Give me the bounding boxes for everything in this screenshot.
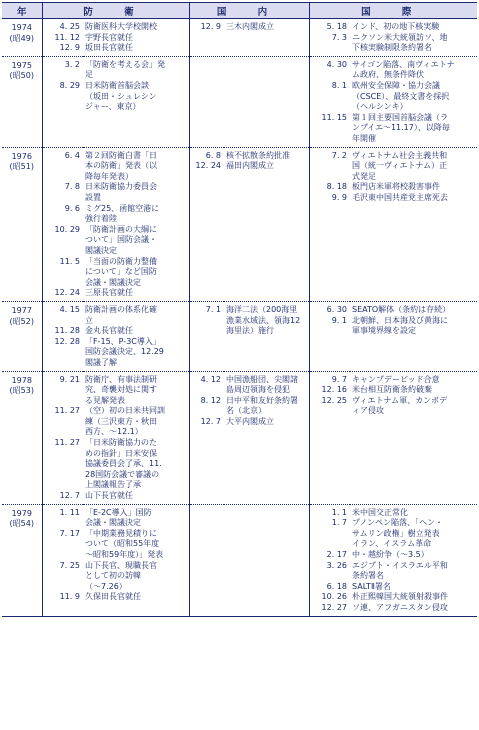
- intl-events-cell: [350, 147, 477, 301]
- event-text: 北朝鮮、日本海及び黄海に 軍事境界線を設定: [352, 315, 448, 336]
- event-date: 12. 7: [200, 416, 221, 426]
- domestic-events-cell: [224, 504, 309, 616]
- event-text: 防衛庁、有事法制研 究、奇襲対処に関す る見解発表: [85, 374, 157, 405]
- table-row: [2, 301, 477, 371]
- event-text: 金丸長官就任: [85, 326, 133, 336]
- event-text: 「防衛を考える会」発 足: [85, 59, 165, 80]
- event-text: 宇野長官就任: [85, 32, 133, 42]
- event-date: 7. 3: [331, 32, 347, 42]
- year-cell: [2, 371, 42, 504]
- event-date: 8. 1: [331, 80, 347, 90]
- domestic-events-cell: [224, 301, 309, 371]
- header-year: 年: [2, 3, 42, 19]
- event-date: 6. 18: [326, 581, 347, 591]
- event-date: 12. 28: [54, 336, 80, 346]
- event-date: 5. 18: [326, 22, 347, 31]
- domestic-dates-cell: [189, 504, 224, 616]
- year-cell: [2, 147, 42, 301]
- event-date: 3. 26: [326, 560, 347, 570]
- event-date: 6. 30: [326, 304, 347, 314]
- year-label: 1978: [11, 375, 32, 385]
- event-date: 9. 7: [331, 374, 347, 384]
- intl-events-cell: [350, 56, 477, 147]
- event-date: 7. 2: [331, 150, 347, 160]
- defense-events-cell: [83, 301, 189, 371]
- event-text: 第２回防衛白書「日 本の防衛」発表（以 降毎年発表）: [85, 150, 157, 181]
- defense-events-cell: [83, 147, 189, 301]
- event-date: 12. 25: [321, 395, 347, 405]
- event-date: [310, 539, 348, 550]
- event-date: 10. 29: [54, 224, 80, 234]
- event-text: 毛沢東中国共産党主席死去: [352, 192, 448, 202]
- event-text: 海洋二法（200海里 漁業水域法、領海12 海里法）施行: [226, 304, 301, 336]
- year-label: 1977: [11, 305, 32, 315]
- event-text: 三木内閣成立: [226, 22, 274, 31]
- intl-dates-cell: [309, 301, 350, 371]
- defense-dates-cell: [42, 19, 83, 57]
- event-text: SALTⅡ署名: [352, 581, 391, 591]
- event-text: 板門店米軍将校殺害事件: [352, 182, 440, 192]
- intl-dates-cell: [309, 56, 350, 147]
- table-row: [2, 504, 477, 616]
- event-date: 4. 25: [59, 22, 80, 31]
- era-label: (昭54): [9, 519, 34, 529]
- event-text: 朴正煕韓国大統領射殺事件: [352, 592, 448, 602]
- event-date: 3. 2: [64, 59, 80, 69]
- event-text: ヴィエトナム社会主義共和 国（統一ヴィエトナム）正 式発足: [352, 150, 448, 181]
- event-date: 2. 17: [326, 550, 347, 560]
- table-row: [2, 147, 477, 301]
- intl-events-cell: [350, 301, 477, 371]
- event-text: 三原長官就任: [85, 288, 133, 298]
- era-label: (昭49): [9, 33, 34, 43]
- event-date: 9. 21: [59, 374, 80, 384]
- era-label: (昭53): [9, 386, 34, 396]
- event-date: 12. 9: [59, 43, 80, 53]
- event-date: 12. 24: [195, 161, 221, 171]
- defense-events-cell: [83, 19, 189, 57]
- event-date: 7. 17: [59, 528, 80, 538]
- chronology-table: [2, 2, 477, 617]
- event-text: 日米防衛首脳会談 （坂田・シュレシン ジャー、東京）: [85, 80, 157, 112]
- header-row: [2, 3, 477, 19]
- event-date: 11. 28: [54, 326, 80, 336]
- event-text: 米中国交正常化: [352, 507, 408, 517]
- intl-events-cell: [350, 504, 477, 616]
- event-date: 4. 12: [200, 374, 221, 384]
- year-label: 1979: [11, 508, 32, 518]
- event-date: 7. 25: [59, 560, 80, 570]
- event-date: 9. 6: [64, 203, 80, 213]
- event-date: 4. 30: [326, 59, 347, 69]
- event-date: 12. 24: [54, 288, 80, 298]
- defense-dates-cell: [42, 56, 83, 147]
- domestic-events-cell: [224, 56, 309, 147]
- event-date: 10. 26: [321, 592, 347, 602]
- event-date: 12. 9: [200, 22, 221, 31]
- event-date: 11. 27: [54, 406, 80, 416]
- event-text: サイゴン陥落、南ヴィエトナ ム政府、無条件降伏: [352, 59, 455, 80]
- event-date: 12. 16: [321, 385, 347, 395]
- event-text: インド、初の地下核実験: [352, 22, 440, 31]
- event-date: 12. 27: [321, 603, 347, 613]
- event-text: 山下長官就任: [85, 491, 133, 501]
- chronology-body: [2, 19, 477, 617]
- intl-events-cell: [350, 371, 477, 504]
- defense-dates-cell: [42, 371, 83, 504]
- event-text: イラン、イスラム革命: [352, 539, 432, 549]
- event-date: 8. 29: [59, 80, 80, 90]
- event-text: 「当面の防衛力整備 について」など国防 会議・閣議決定: [85, 256, 157, 287]
- event-date: 7. 8: [64, 182, 80, 192]
- year-cell: [2, 504, 42, 616]
- event-text: 第１回主要国首脳会議（ラ ンブイエ〜11.17）、以降毎 年開催: [352, 112, 450, 143]
- event-text: ニクソン米大統領訪ソ、地 下核実験制限条約署名: [352, 32, 448, 53]
- defense-events-cell: [83, 371, 189, 504]
- era-label: (昭52): [9, 316, 34, 326]
- event-text: ソ連、アフガニスタン侵攻: [352, 603, 448, 613]
- event-text: 山下長官、現職長官 として初の訪韓 （〜7.26）: [85, 560, 157, 591]
- intl-dates-cell: [309, 371, 350, 504]
- defense-events-cell: [83, 504, 189, 616]
- intl-dates-cell: [309, 19, 350, 57]
- event-date: 1. 11: [59, 507, 80, 517]
- table-row: [2, 19, 477, 57]
- event-text: 核不拡散条約批准: [226, 150, 290, 160]
- event-date: 7. 1: [205, 304, 221, 314]
- chronology-table-sheet: [2, 2, 477, 617]
- event-text: （空）初の日米共同訓 練（三沢東方・秋田 西方、〜12.1）: [85, 406, 165, 437]
- event-date: 11. 12: [54, 32, 80, 42]
- defense-dates-cell: [42, 301, 83, 371]
- year-cell: [2, 301, 42, 371]
- domestic-dates-cell: [189, 56, 224, 147]
- defense-events-cell: [83, 56, 189, 147]
- event-text: ミグ25、函館空港に 強行着陸: [85, 203, 160, 224]
- defense-dates-cell: [42, 147, 83, 301]
- event-date: 6. 8: [205, 150, 221, 160]
- table-row: [2, 56, 477, 147]
- domestic-dates-cell: [189, 301, 224, 371]
- event-date: 9. 1: [331, 315, 347, 325]
- intl-events-cell: [350, 19, 477, 57]
- event-date: 1. 7: [331, 518, 347, 528]
- event-date: 4. 15: [59, 304, 80, 314]
- event-text: 「中期業務見積りに ついて（昭和55年度 〜昭和59年度）」発表: [85, 528, 164, 560]
- event-text: SEATO解体（条約は存続）: [352, 304, 451, 314]
- event-date: 11. 5: [59, 256, 80, 266]
- year-label: 1974: [11, 23, 32, 32]
- event-date: 6. 4: [64, 150, 80, 160]
- domestic-events-cell: [224, 147, 309, 301]
- event-date: 11. 9: [59, 592, 80, 602]
- event-text: 米台相互防衛条約破棄: [352, 385, 432, 395]
- event-text: 福田内閣成立: [226, 161, 274, 171]
- year-label: 1975: [11, 60, 32, 70]
- event-text: 「E-2C導入」国防 会議・閣議決定: [85, 507, 152, 528]
- defense-dates-cell: [42, 504, 83, 616]
- event-text: 防衛計画の体系化確 立: [85, 304, 157, 325]
- event-date: 8. 12: [200, 395, 221, 405]
- event-text: 日中平和友好条約署 名（北京）: [226, 395, 298, 416]
- event-date: 12. 7: [59, 491, 80, 501]
- year-cell: [2, 19, 42, 57]
- table-row: [2, 371, 477, 504]
- domestic-dates-cell: [189, 371, 224, 504]
- event-text: キャンプデービッド合意: [352, 374, 440, 384]
- event-text: 大平内閣成立: [226, 416, 274, 426]
- event-text: エジプト・イスラエル平和 条約署名: [352, 560, 448, 581]
- year-cell: [2, 56, 42, 147]
- era-label: (昭51): [9, 162, 34, 172]
- event-date: 9. 9: [331, 192, 347, 202]
- domestic-events-cell: [224, 19, 309, 57]
- event-text: プノンペン陥落、「ヘン・ サムリン政権」樹立発表: [352, 518, 444, 538]
- intl-dates-cell: [309, 504, 350, 616]
- event-text: 中国漁船団、尖閣諸 島周辺領海を侵犯: [226, 374, 298, 395]
- header-defense: 防 衛: [42, 3, 189, 19]
- domestic-events-cell: [224, 371, 309, 504]
- event-text: 日米防衛協力委員会 設置: [85, 182, 157, 202]
- year-label: 1976: [11, 151, 32, 161]
- intl-dates-cell: [309, 147, 350, 301]
- era-label: (昭50): [9, 71, 34, 81]
- event-text: 「F-15、P-3C導入」 国防会議決定、12.29 閣議了解: [85, 336, 164, 367]
- event-text: 防衛医科大学校開校: [85, 22, 157, 31]
- header-domestic: 国 内: [189, 3, 309, 19]
- event-date: 11. 27: [54, 438, 80, 448]
- event-text: ヴィエトナム軍、カンボデ ィア侵攻: [352, 395, 448, 416]
- event-text: 「日米防衛協力のた めの指針」日米安保 協議委員会了承、11. 28国防会議で審議の 上閣議報告了承: [85, 438, 162, 490]
- event-date: 1. 1: [331, 507, 347, 517]
- domestic-dates-cell: [189, 147, 224, 301]
- event-date: 8. 18: [326, 182, 347, 192]
- event-text: 坂田長官就任: [85, 43, 133, 53]
- event-date: 11. 15: [321, 112, 347, 122]
- event-text: 中・越紛争（〜3.5）: [352, 550, 429, 560]
- header-international: 国 際: [309, 3, 477, 19]
- event-text: 久保田長官就任: [85, 592, 141, 602]
- domestic-dates-cell: [189, 19, 224, 57]
- event-text: 「防衛計画の大綱に ついて」国防会議・ 閣議決定: [85, 224, 157, 255]
- event-text: 欧州安全保障・協力会議 （CSCE）、最終文書を採択 （ヘルシンキ）: [352, 80, 450, 112]
